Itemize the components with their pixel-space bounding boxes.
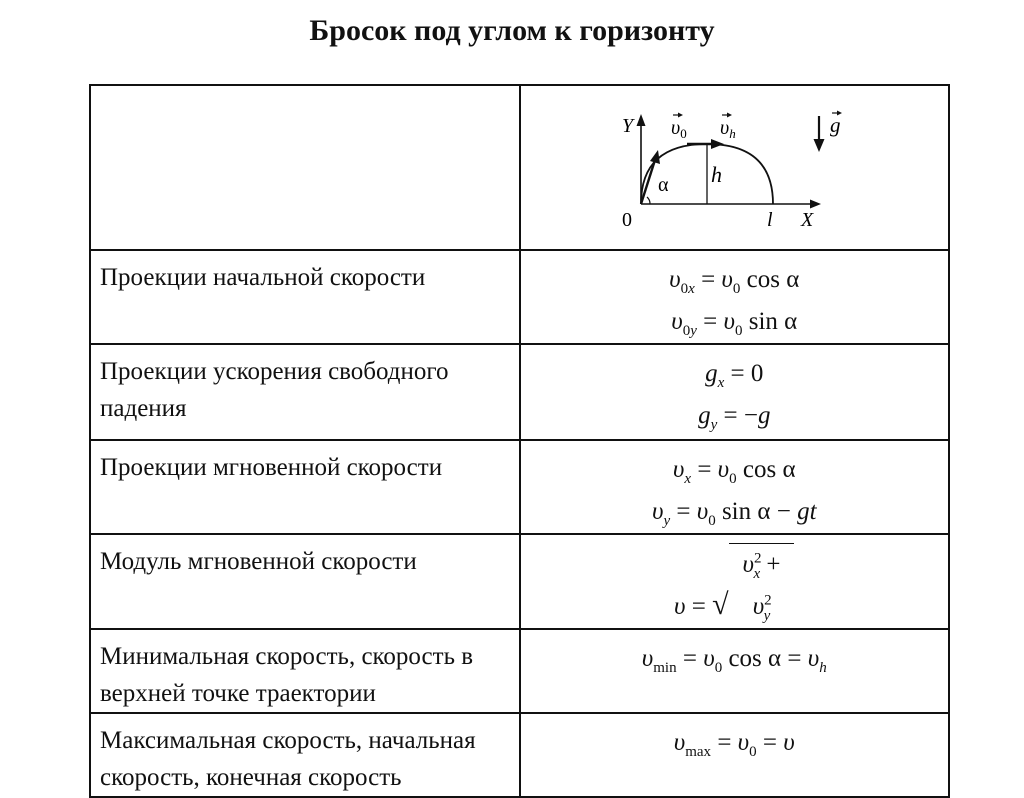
row-label: Максимальная скорость, начальная скорость, конечная скорость	[90, 713, 520, 797]
x-axis-label: X	[800, 209, 813, 231]
formula-table	[89, 84, 950, 798]
v0-label: $\upsilon_0$	[670, 117, 687, 141]
empty-cell	[90, 85, 520, 250]
table-row	[90, 629, 949, 713]
formula-cell: $\upsilon_{min} = \upsilon_0$ $\cos \alpha = \upsilon_h$	[520, 629, 950, 713]
x-axis-arrow-icon	[810, 200, 821, 209]
y-axis-arrow-icon	[636, 114, 645, 126]
angle-label: α	[657, 174, 668, 196]
g-arrow-icon	[813, 139, 824, 152]
range-label: l	[766, 209, 773, 231]
table-row	[90, 440, 949, 534]
formula-cell: $\upsilon_{max} = \upsilon_0 = \upsilon$	[520, 713, 950, 797]
origin-label: 0	[621, 209, 632, 231]
page-title: Бросок под углом к горизонту	[309, 14, 715, 47]
height-label: h	[710, 162, 722, 187]
v0-arrow-icon	[650, 150, 660, 164]
row-label: Проекции мгновенной скорости	[90, 440, 520, 534]
row-label: Проекции начальной скорости	[90, 250, 520, 344]
table-row	[90, 344, 949, 440]
trajectory-diagram	[521, 86, 932, 244]
table-row	[90, 534, 949, 629]
row-label: Минимальная скорость, скорость в верхней точке траектории	[90, 629, 520, 713]
angle-arc	[647, 197, 650, 204]
diagram-cell	[520, 85, 950, 250]
table-row	[90, 713, 949, 797]
y-axis-label: Y	[621, 115, 633, 137]
table-row	[90, 85, 949, 250]
table-row	[90, 250, 949, 344]
formula-cell: $\upsilon_x = \upsilon_0$ cos α $\upsilon_y = \upsilon_0$ sin α − gt	[520, 440, 950, 534]
vh-label: $\upsilon_h$	[719, 117, 736, 141]
g-label: g	[829, 113, 840, 137]
formula-cell: $g_x = 0$ $g_y = -g$	[520, 344, 950, 440]
vh-arrow-icon	[711, 139, 724, 149]
formula-cell: $\upsilon = √\upsilon^2_x + \upsilon^2_y$	[520, 534, 950, 629]
row-label: Модуль мгновенной скорости	[90, 534, 520, 629]
row-label: Проекции ускорения свободного падения	[90, 344, 520, 440]
formula-cell: $\upsilon_{0x} = \upsilon_0$ cos α $\upsilon_{0y} = \upsilon_0$ sin α	[520, 250, 950, 344]
